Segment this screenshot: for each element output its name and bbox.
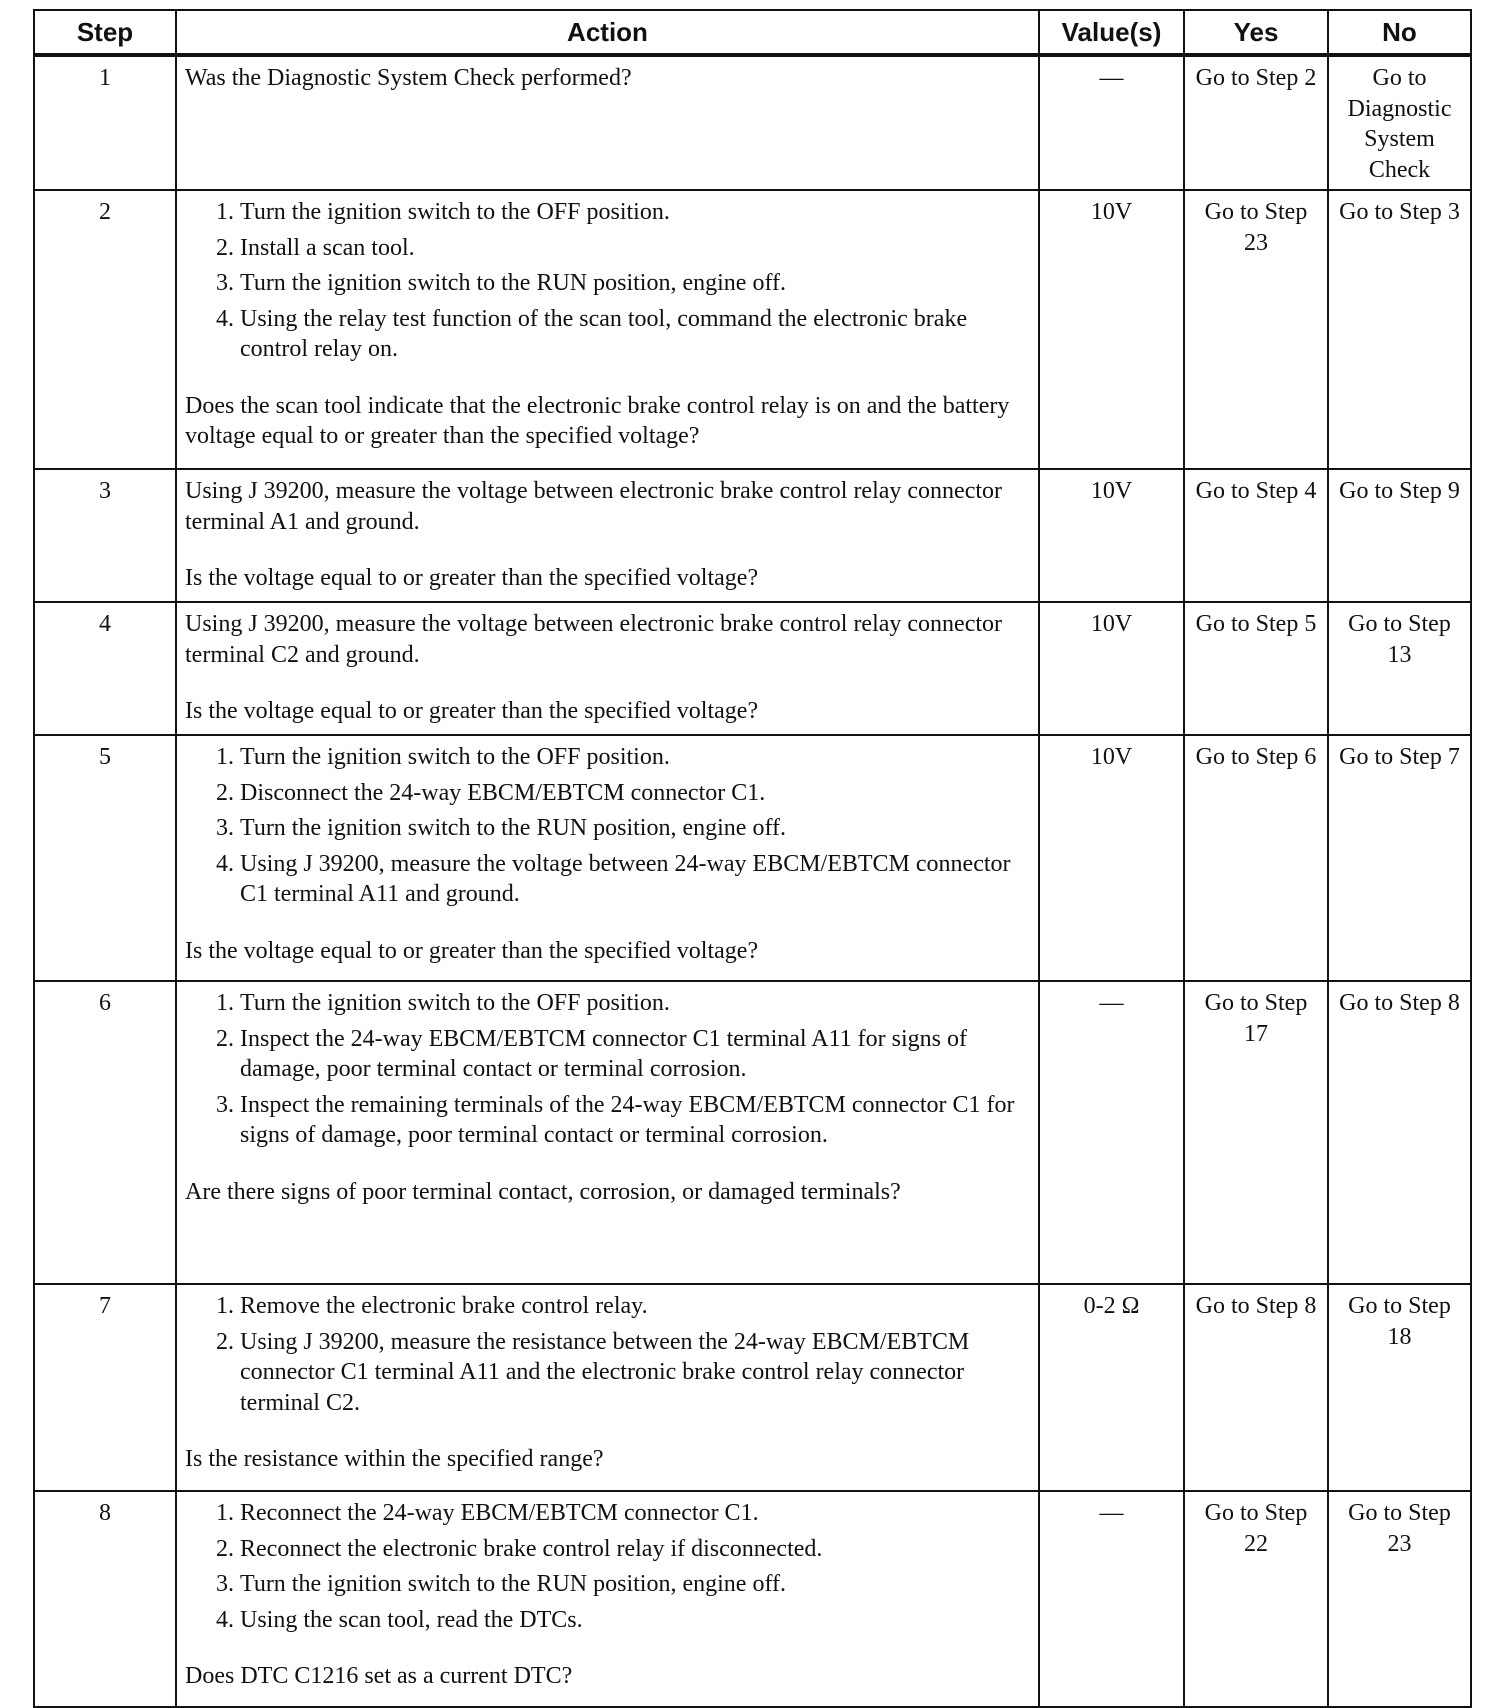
header-step: Step	[34, 10, 176, 55]
action-step: 2. Inspect the 24-way EBCM/EBTCM connector C1 terminal A11 for signs of damage, poor terminal contact or terminal corrosion.	[240, 1024, 1030, 1085]
table-row	[34, 602, 1471, 735]
yes-cell: Go to Step 22	[1184, 1491, 1328, 1707]
value-cell: —	[1039, 981, 1184, 1284]
header-action: Action	[176, 10, 1039, 55]
step-number: 4	[34, 602, 176, 735]
action-cell	[176, 602, 1039, 735]
action-question: Does the scan tool indicate that the electronic brake control relay is on and the battery voltage equal to or greater than the specified voltage?	[185, 392, 1010, 449]
step-number: 7	[34, 1284, 176, 1491]
action-step: 4. Using the relay test function of the scan tool, command the electronic brake control relay on.	[240, 304, 1030, 365]
table-row	[34, 1284, 1471, 1491]
step-number: 2	[34, 190, 176, 469]
diagnostic-table	[33, 9, 1472, 1708]
action-steps	[185, 988, 1030, 1151]
no-cell: Go to Step 3	[1328, 190, 1471, 469]
action-question: Is the voltage equal to or greater than the specified voltage?	[185, 565, 759, 591]
action-step: 2. Install a scan tool.	[240, 233, 1030, 264]
value-cell: —	[1039, 1491, 1184, 1707]
no-cell: Go to Step 8	[1328, 981, 1471, 1284]
action-step: 1. Turn the ignition switch to the OFF position.	[240, 988, 1030, 1019]
value-cell: 10V	[1039, 469, 1184, 602]
action-intro: Using J 39200, measure the voltage between electronic brake control relay connector terminal C2 and ground.	[185, 611, 1003, 668]
table-row	[34, 469, 1471, 602]
header-no: No	[1328, 10, 1471, 55]
value-cell: 10V	[1039, 190, 1184, 469]
action-step: 1. Reconnect the 24-way EBCM/EBTCM connector C1.	[240, 1498, 1030, 1529]
table-row	[34, 55, 1471, 190]
no-cell: Go to Diagnostic System Check	[1328, 55, 1471, 190]
yes-cell: Go to Step 5	[1184, 602, 1328, 735]
no-cell: Go to Step 9	[1328, 469, 1471, 602]
value-cell: —	[1039, 55, 1184, 190]
action-step: 4. Using J 39200, measure the voltage between 24-way EBCM/EBTCM connector C1 terminal A11 and ground.	[240, 849, 1030, 910]
table-row	[34, 981, 1471, 1284]
action-cell	[176, 735, 1039, 981]
step-number: 1	[34, 55, 176, 190]
no-cell: Go to Step 18	[1328, 1284, 1471, 1491]
action-step: 1. Remove the electronic brake control relay.	[240, 1291, 1030, 1322]
action-steps	[185, 742, 1030, 910]
step-number: 3	[34, 469, 176, 602]
yes-cell: Go to Step 2	[1184, 55, 1328, 190]
header-row	[34, 10, 1471, 55]
action-step: 1. Turn the ignition switch to the OFF position.	[240, 742, 1030, 773]
action-step: 2. Using J 39200, measure the resistance between the 24-way EBCM/EBTCM connector C1 terminal A11 and the electronic brake control relay connector terminal C2.	[240, 1327, 1030, 1419]
action-question: Is the voltage equal to or greater than the specified voltage?	[185, 698, 759, 724]
action-cell	[176, 55, 1039, 190]
value-cell: 0-2 Ω	[1039, 1284, 1184, 1491]
no-cell: Go to Step 23	[1328, 1491, 1471, 1707]
action-cell	[176, 469, 1039, 602]
action-question: Is the voltage equal to or greater than the specified voltage?	[185, 937, 759, 964]
action-cell	[176, 1491, 1039, 1707]
action-cell	[176, 981, 1039, 1284]
no-cell: Go to Step 13	[1328, 602, 1471, 735]
action-steps	[185, 1291, 1030, 1418]
header-yes: Yes	[1184, 10, 1328, 55]
action-cell	[176, 1284, 1039, 1491]
action-intro: Using J 39200, measure the voltage between electronic brake control relay connector terminal A1 and ground.	[185, 478, 1003, 535]
action-step: 4. Using the scan tool, read the DTCs.	[240, 1605, 1030, 1636]
action-step: 2. Disconnect the 24-way EBCM/EBTCM connector C1.	[240, 778, 1030, 809]
step-number: 6	[34, 981, 176, 1284]
action-step: 3. Turn the ignition switch to the RUN position, engine off.	[240, 1569, 1030, 1600]
step-number: 8	[34, 1491, 176, 1707]
value-cell: 10V	[1039, 735, 1184, 981]
action-step: 3. Turn the ignition switch to the RUN position, engine off.	[240, 268, 1030, 299]
header-values: Value(s)	[1039, 10, 1184, 55]
yes-cell: Go to Step 17	[1184, 981, 1328, 1284]
step-number: 5	[34, 735, 176, 981]
yes-cell: Go to Step 23	[1184, 190, 1328, 469]
action-step: 3. Turn the ignition switch to the RUN position, engine off.	[240, 813, 1030, 844]
table-row	[34, 735, 1471, 981]
action-steps	[185, 1498, 1030, 1635]
table-row	[34, 190, 1471, 469]
yes-cell: Go to Step 4	[1184, 469, 1328, 602]
action-question: Is the resistance within the specified range?	[185, 1446, 604, 1472]
yes-cell: Go to Step 8	[1184, 1284, 1328, 1491]
table-row	[34, 1491, 1471, 1707]
action-cell	[176, 190, 1039, 469]
action-intro: Was the Diagnostic System Check performed?	[185, 65, 632, 91]
action-step: 2. Reconnect the electronic brake control relay if disconnected.	[240, 1534, 1030, 1565]
no-cell: Go to Step 7	[1328, 735, 1471, 981]
action-step: 1. Turn the ignition switch to the OFF position.	[240, 197, 1030, 228]
action-question: Does DTC C1216 set as a current DTC?	[185, 1663, 573, 1689]
action-question: Are there signs of poor terminal contact, corrosion, or damaged terminals?	[185, 1178, 901, 1205]
action-step: 3. Inspect the remaining terminals of the 24-way EBCM/EBTCM connector C1 for signs of damage, poor terminal contact or terminal corrosion.	[240, 1090, 1030, 1151]
value-cell: 10V	[1039, 602, 1184, 735]
action-steps	[185, 197, 1030, 365]
yes-cell: Go to Step 6	[1184, 735, 1328, 981]
